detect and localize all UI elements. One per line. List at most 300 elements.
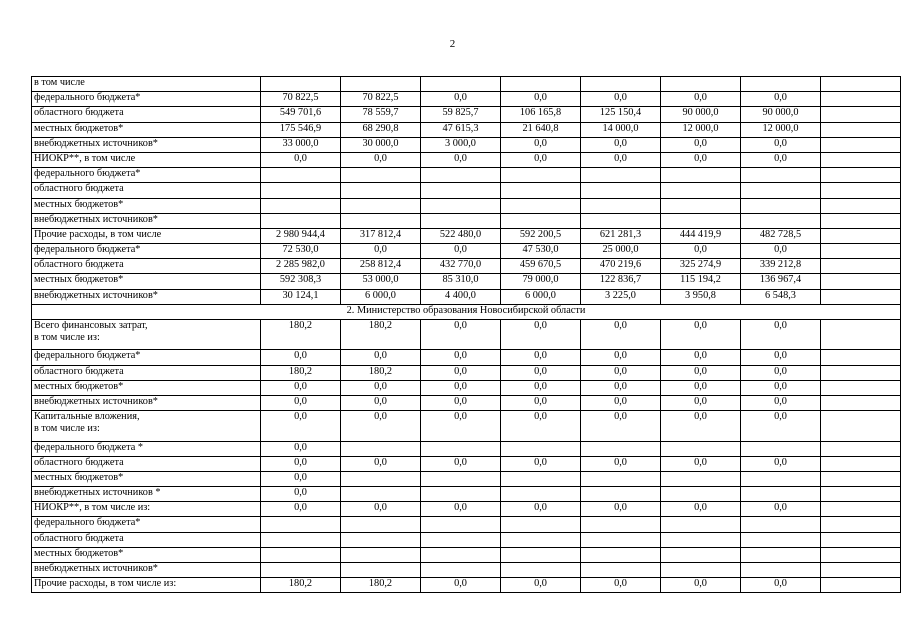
value-cell: 47 530,0 (501, 244, 581, 259)
row-label (32, 411, 261, 441)
value-cell (821, 502, 901, 517)
value-cell (661, 563, 741, 578)
row-label: местных бюджетов* (32, 274, 261, 289)
value-cell (501, 183, 581, 198)
value-cell: 549 701,6 (261, 107, 341, 122)
value-cell: 0,0 (661, 380, 741, 395)
row-label: федерального бюджета * (32, 441, 261, 456)
value-cell: 25 000,0 (581, 244, 661, 259)
table-row (32, 471, 901, 486)
value-cell (581, 547, 661, 562)
value-cell: 0,0 (581, 411, 661, 441)
value-cell: 0,0 (261, 395, 341, 410)
row-label: федерального бюджета* (32, 517, 261, 532)
value-cell: 78 559,7 (341, 107, 421, 122)
budget-table (31, 76, 901, 593)
value-cell (421, 213, 501, 228)
value-cell: 325 274,9 (661, 259, 741, 274)
value-cell (421, 471, 501, 486)
value-cell: 53 000,0 (341, 274, 421, 289)
value-cell (261, 563, 341, 578)
value-cell: 0,0 (261, 152, 341, 167)
value-cell (821, 77, 901, 92)
value-cell: 4 400,0 (421, 289, 501, 304)
value-cell: 0,0 (421, 365, 501, 380)
table-row (32, 487, 901, 502)
table-row (32, 320, 901, 350)
value-cell: 0,0 (421, 411, 501, 441)
value-cell: 0,0 (741, 411, 821, 441)
value-cell (581, 563, 661, 578)
value-cell: 0,0 (741, 456, 821, 471)
value-cell: 0,0 (341, 350, 421, 365)
value-cell (821, 517, 901, 532)
table-row (32, 502, 901, 517)
value-cell: 33 000,0 (261, 137, 341, 152)
table-body-top (32, 77, 901, 305)
value-cell: 180,2 (261, 578, 341, 593)
value-cell (741, 168, 821, 183)
value-cell (341, 183, 421, 198)
value-cell: 0,0 (421, 244, 501, 259)
row-label: в том числе (32, 77, 261, 92)
value-cell (581, 487, 661, 502)
table-row (32, 289, 901, 304)
value-cell (501, 198, 581, 213)
value-cell: 0,0 (741, 380, 821, 395)
row-label: федерального бюджета* (32, 350, 261, 365)
value-cell (261, 183, 341, 198)
value-cell (661, 487, 741, 502)
value-cell (581, 77, 661, 92)
page-number: 2 (449, 38, 456, 50)
value-cell: 0,0 (261, 487, 341, 502)
value-cell (741, 441, 821, 456)
table-row (32, 365, 901, 380)
section-title: 2. Министерство образования Новосибирской области (32, 304, 901, 319)
value-cell: 0,0 (341, 502, 421, 517)
value-cell: 0,0 (421, 380, 501, 395)
value-cell (821, 380, 901, 395)
value-cell (581, 168, 661, 183)
value-cell (341, 441, 421, 456)
value-cell: 0,0 (501, 320, 581, 350)
value-cell: 0,0 (341, 244, 421, 259)
value-cell: 0,0 (741, 578, 821, 593)
table-row (32, 274, 901, 289)
value-cell (501, 487, 581, 502)
value-cell (581, 441, 661, 456)
value-cell (501, 441, 581, 456)
value-cell: 70 822,5 (341, 92, 421, 107)
row-label: местных бюджетов* (32, 198, 261, 213)
value-cell: 0,0 (581, 502, 661, 517)
table-row (32, 183, 901, 198)
value-cell: 136 967,4 (741, 274, 821, 289)
value-cell: 0,0 (421, 578, 501, 593)
table-row (32, 77, 901, 92)
value-cell (821, 122, 901, 137)
value-cell: 125 150,4 (581, 107, 661, 122)
value-cell (821, 365, 901, 380)
value-cell: 68 290,8 (341, 122, 421, 137)
value-cell (821, 578, 901, 593)
value-cell: 3 000,0 (421, 137, 501, 152)
value-cell: 0,0 (261, 456, 341, 471)
value-cell: 0,0 (581, 137, 661, 152)
value-cell: 621 281,3 (581, 228, 661, 243)
row-label-line: в том числе из: (34, 423, 100, 435)
row-label: Прочие расходы, в том числе (32, 228, 261, 243)
value-cell (341, 471, 421, 486)
row-label: областного бюджета (32, 183, 261, 198)
value-cell: 85 310,0 (421, 274, 501, 289)
value-cell (501, 563, 581, 578)
value-cell: 0,0 (741, 320, 821, 350)
value-cell: 0,0 (741, 92, 821, 107)
value-cell: 339 212,8 (741, 259, 821, 274)
value-cell (821, 441, 901, 456)
table-row (32, 350, 901, 365)
row-label (32, 320, 261, 350)
value-cell: 0,0 (421, 92, 501, 107)
table-row (32, 168, 901, 183)
value-cell: 482 728,5 (741, 228, 821, 243)
value-cell: 0,0 (341, 380, 421, 395)
value-cell: 0,0 (501, 350, 581, 365)
value-cell (501, 517, 581, 532)
table-row (32, 259, 901, 274)
value-cell: 0,0 (421, 456, 501, 471)
table-row (32, 563, 901, 578)
value-cell: 0,0 (741, 350, 821, 365)
value-cell (821, 456, 901, 471)
value-cell: 0,0 (741, 395, 821, 410)
value-cell (821, 487, 901, 502)
value-cell (821, 228, 901, 243)
value-cell: 0,0 (581, 380, 661, 395)
value-cell: 0,0 (661, 456, 741, 471)
value-cell (821, 289, 901, 304)
table-row (32, 122, 901, 137)
value-cell: 0,0 (341, 152, 421, 167)
value-cell: 122 836,7 (581, 274, 661, 289)
value-cell (501, 77, 581, 92)
row-label: внебюджетных источников* (32, 563, 261, 578)
value-cell (741, 471, 821, 486)
value-cell (821, 395, 901, 410)
table-row (32, 411, 901, 441)
value-cell: 70 822,5 (261, 92, 341, 107)
value-cell: 0,0 (341, 456, 421, 471)
value-cell: 317 812,4 (341, 228, 421, 243)
value-cell: 0,0 (501, 380, 581, 395)
value-cell: 30 000,0 (341, 137, 421, 152)
table-row (32, 578, 901, 593)
row-label: областного бюджета (32, 365, 261, 380)
value-cell (261, 77, 341, 92)
value-cell: 0,0 (261, 380, 341, 395)
table-row (32, 441, 901, 456)
value-cell (661, 517, 741, 532)
value-cell: 79 000,0 (501, 274, 581, 289)
value-cell: 0,0 (581, 365, 661, 380)
row-label: внебюджетных источников * (32, 487, 261, 502)
value-cell (581, 213, 661, 228)
value-cell (341, 77, 421, 92)
table-row (32, 92, 901, 107)
value-cell: 59 825,7 (421, 107, 501, 122)
value-cell (501, 532, 581, 547)
value-cell: 432 770,0 (421, 259, 501, 274)
value-cell: 47 615,3 (421, 122, 501, 137)
value-cell (501, 213, 581, 228)
value-cell (261, 198, 341, 213)
value-cell: 470 219,6 (581, 259, 661, 274)
row-label: НИОКР**, в том числе из: (32, 502, 261, 517)
row-label: внебюджетных источников* (32, 289, 261, 304)
value-cell (261, 517, 341, 532)
row-label: федерального бюджета* (32, 244, 261, 259)
value-cell: 0,0 (661, 395, 741, 410)
value-cell (821, 563, 901, 578)
value-cell: 180,2 (261, 365, 341, 380)
value-cell (421, 168, 501, 183)
value-cell: 12 000,0 (741, 122, 821, 137)
value-cell: 3 225,0 (581, 289, 661, 304)
value-cell: 522 480,0 (421, 228, 501, 243)
value-cell: 0,0 (661, 152, 741, 167)
value-cell (821, 532, 901, 547)
value-cell: 6 000,0 (501, 289, 581, 304)
value-cell (821, 320, 901, 350)
value-cell: 0,0 (741, 244, 821, 259)
value-cell (341, 487, 421, 502)
value-cell (741, 547, 821, 562)
value-cell: 0,0 (581, 152, 661, 167)
value-cell: 592 308,3 (261, 274, 341, 289)
value-cell (741, 198, 821, 213)
value-cell: 592 200,5 (501, 228, 581, 243)
value-cell (821, 350, 901, 365)
value-cell (421, 198, 501, 213)
value-cell (261, 168, 341, 183)
table-row (32, 380, 901, 395)
value-cell (741, 487, 821, 502)
value-cell (261, 213, 341, 228)
value-cell: 0,0 (501, 137, 581, 152)
value-cell: 0,0 (501, 578, 581, 593)
table-row (32, 137, 901, 152)
value-cell (421, 517, 501, 532)
value-cell: 180,2 (261, 320, 341, 350)
row-label: местных бюджетов* (32, 547, 261, 562)
table-body-bottom (32, 320, 901, 593)
value-cell: 0,0 (661, 244, 741, 259)
value-cell (421, 441, 501, 456)
value-cell (421, 77, 501, 92)
value-cell (501, 168, 581, 183)
table-row (32, 107, 901, 122)
row-label: областного бюджета (32, 259, 261, 274)
value-cell (421, 183, 501, 198)
value-cell: 6 548,3 (741, 289, 821, 304)
value-cell (661, 198, 741, 213)
value-cell (661, 441, 741, 456)
value-cell: 444 419,9 (661, 228, 741, 243)
value-cell: 0,0 (581, 395, 661, 410)
table-row (32, 456, 901, 471)
value-cell: 0,0 (581, 350, 661, 365)
value-cell (821, 259, 901, 274)
row-label: федерального бюджета* (32, 168, 261, 183)
value-cell: 90 000,0 (661, 107, 741, 122)
value-cell (421, 532, 501, 547)
row-label: внебюджетных источников* (32, 395, 261, 410)
row-label-line: Всего финансовых затрат, (34, 320, 148, 331)
value-cell (821, 107, 901, 122)
value-cell (821, 213, 901, 228)
value-cell: 30 124,1 (261, 289, 341, 304)
value-cell (821, 137, 901, 152)
value-cell: 0,0 (261, 471, 341, 486)
value-cell (341, 532, 421, 547)
value-cell: 0,0 (421, 395, 501, 410)
value-cell (821, 547, 901, 562)
value-cell: 180,2 (341, 578, 421, 593)
value-cell: 0,0 (421, 320, 501, 350)
value-cell: 0,0 (661, 350, 741, 365)
table-row (32, 228, 901, 243)
table-row (32, 517, 901, 532)
row-label: местных бюджетов* (32, 471, 261, 486)
value-cell (581, 198, 661, 213)
row-label: областного бюджета (32, 107, 261, 122)
row-label: внебюджетных источников* (32, 213, 261, 228)
value-cell: 175 546,9 (261, 122, 341, 137)
value-cell (341, 213, 421, 228)
value-cell: 6 000,0 (341, 289, 421, 304)
value-cell: 180,2 (341, 365, 421, 380)
value-cell: 115 194,2 (661, 274, 741, 289)
value-cell: 0,0 (261, 411, 341, 441)
value-cell: 3 950,8 (661, 289, 741, 304)
value-cell: 0,0 (741, 365, 821, 380)
value-cell: 0,0 (341, 411, 421, 441)
value-cell (581, 517, 661, 532)
value-cell (821, 183, 901, 198)
value-cell (741, 77, 821, 92)
value-cell: 0,0 (501, 92, 581, 107)
value-cell (821, 411, 901, 441)
value-cell (661, 77, 741, 92)
value-cell: 2 285 982,0 (261, 259, 341, 274)
value-cell: 0,0 (661, 92, 741, 107)
value-cell: 12 000,0 (661, 122, 741, 137)
value-cell (821, 198, 901, 213)
value-cell (821, 92, 901, 107)
value-cell (661, 471, 741, 486)
table-row (32, 198, 901, 213)
value-cell (261, 532, 341, 547)
row-label: местных бюджетов* (32, 380, 261, 395)
row-label: областного бюджета (32, 456, 261, 471)
value-cell (421, 547, 501, 562)
value-cell: 106 165,8 (501, 107, 581, 122)
value-cell (821, 152, 901, 167)
value-cell: 0,0 (261, 441, 341, 456)
value-cell (741, 183, 821, 198)
value-cell (341, 563, 421, 578)
row-label: внебюджетных источников* (32, 137, 261, 152)
value-cell (421, 487, 501, 502)
value-cell: 0,0 (501, 152, 581, 167)
value-cell: 0,0 (581, 320, 661, 350)
value-cell: 0,0 (661, 578, 741, 593)
value-cell: 0,0 (661, 320, 741, 350)
value-cell (341, 198, 421, 213)
value-cell: 0,0 (661, 411, 741, 441)
row-label: федерального бюджета* (32, 92, 261, 107)
table-row (32, 547, 901, 562)
value-cell (341, 547, 421, 562)
value-cell: 0,0 (421, 152, 501, 167)
value-cell (661, 532, 741, 547)
value-cell: 0,0 (661, 137, 741, 152)
value-cell (661, 168, 741, 183)
table-row (32, 152, 901, 167)
value-cell (341, 168, 421, 183)
value-cell: 0,0 (661, 502, 741, 517)
value-cell (741, 563, 821, 578)
value-cell (661, 183, 741, 198)
table-row (32, 244, 901, 259)
value-cell (501, 471, 581, 486)
value-cell (501, 547, 581, 562)
value-cell (661, 213, 741, 228)
value-cell: 0,0 (421, 350, 501, 365)
value-cell (821, 244, 901, 259)
row-label: НИОКР**, в том числе (32, 152, 261, 167)
value-cell: 258 812,4 (341, 259, 421, 274)
value-cell: 0,0 (501, 365, 581, 380)
value-cell: 0,0 (341, 395, 421, 410)
value-cell (421, 563, 501, 578)
value-cell (661, 547, 741, 562)
value-cell: 0,0 (501, 456, 581, 471)
value-cell: 21 640,8 (501, 122, 581, 137)
value-cell: 90 000,0 (741, 107, 821, 122)
value-cell (821, 274, 901, 289)
value-cell: 72 530,0 (261, 244, 341, 259)
row-label: Прочие расходы, в том числе из: (32, 578, 261, 593)
value-cell: 0,0 (261, 350, 341, 365)
value-cell: 0,0 (501, 395, 581, 410)
value-cell: 0,0 (581, 578, 661, 593)
value-cell (581, 532, 661, 547)
row-label-line: Капитальные вложения, (34, 411, 140, 423)
value-cell (821, 168, 901, 183)
row-label: местных бюджетов* (32, 122, 261, 137)
value-cell: 180,2 (341, 320, 421, 350)
value-cell: 459 670,5 (501, 259, 581, 274)
value-cell (581, 183, 661, 198)
value-cell: 0,0 (741, 152, 821, 167)
value-cell: 0,0 (261, 502, 341, 517)
value-cell: 0,0 (661, 365, 741, 380)
value-cell: 14 000,0 (581, 122, 661, 137)
table-row (32, 395, 901, 410)
